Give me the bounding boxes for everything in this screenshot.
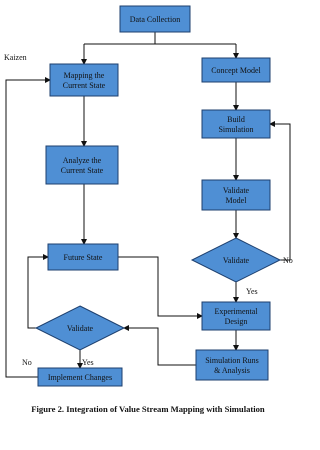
simulation-runs-label: Simulation Runs: [205, 356, 259, 365]
edge-runs-to-validate: [124, 328, 196, 365]
simulation-runs-box: [196, 350, 268, 380]
mapping-current-state-label: Mapping the: [63, 71, 105, 80]
experimental-design-label: Experimental: [214, 307, 258, 316]
build-simulation-node: [202, 110, 270, 138]
edge-kaizen-feedback: [6, 80, 50, 377]
future-state-node: [48, 244, 118, 270]
validate-future-node: [36, 306, 124, 350]
concept-model-label: Concept Model: [211, 66, 261, 75]
analyze-current-state-node: [46, 146, 118, 184]
edge-label-kaizen: Kaizen: [4, 53, 27, 62]
edge-label-no-left: No: [22, 358, 32, 367]
build-simulation-label: Build: [227, 115, 245, 124]
figure-caption: Figure 2. Integration of Value Stream Mapping with Simulation: [31, 404, 265, 414]
simulation-runs-node: [196, 350, 268, 380]
mapping-current-state-box: [50, 64, 118, 96]
edge-label-no-right: No: [283, 256, 293, 265]
build-simulation-label: Simulation: [218, 125, 254, 134]
edge-validate-loop-to-future: [28, 257, 48, 328]
concept-model-node: [202, 58, 270, 82]
validate-sim-node: [192, 238, 280, 282]
implement-changes-label: Implement Changes: [47, 373, 113, 382]
validate-sim-label: Validate: [222, 256, 250, 265]
data-collection-label: Data Collection: [129, 15, 181, 24]
experimental-design-node: [202, 302, 270, 330]
edge-label-yes-right: Yes: [246, 287, 258, 296]
future-state-label: Future State: [63, 253, 103, 262]
validate-model-label: Validate: [222, 186, 250, 195]
edge-label-yes-left: Yes: [82, 358, 94, 367]
edge-future-to-experimental: [118, 257, 202, 316]
validate-model-label: Model: [225, 196, 247, 205]
analyze-current-state-label: Current State: [60, 166, 104, 175]
experimental-design-label: Design: [224, 317, 248, 326]
analyze-current-state-box: [46, 146, 118, 184]
validate-model-box: [202, 180, 270, 210]
mapping-current-state-label: Current State: [62, 81, 106, 90]
simulation-runs-label: & Analysis: [214, 366, 250, 375]
validate-future-label: Validate: [66, 324, 94, 333]
implement-changes-node: [38, 368, 122, 386]
edge-no-loop-back-build: [270, 124, 290, 260]
data-collection-node: [120, 6, 190, 32]
validate-model-node: [202, 180, 270, 210]
analyze-current-state-label: Analyze the: [62, 156, 102, 165]
mapping-current-state-node: [50, 64, 118, 96]
